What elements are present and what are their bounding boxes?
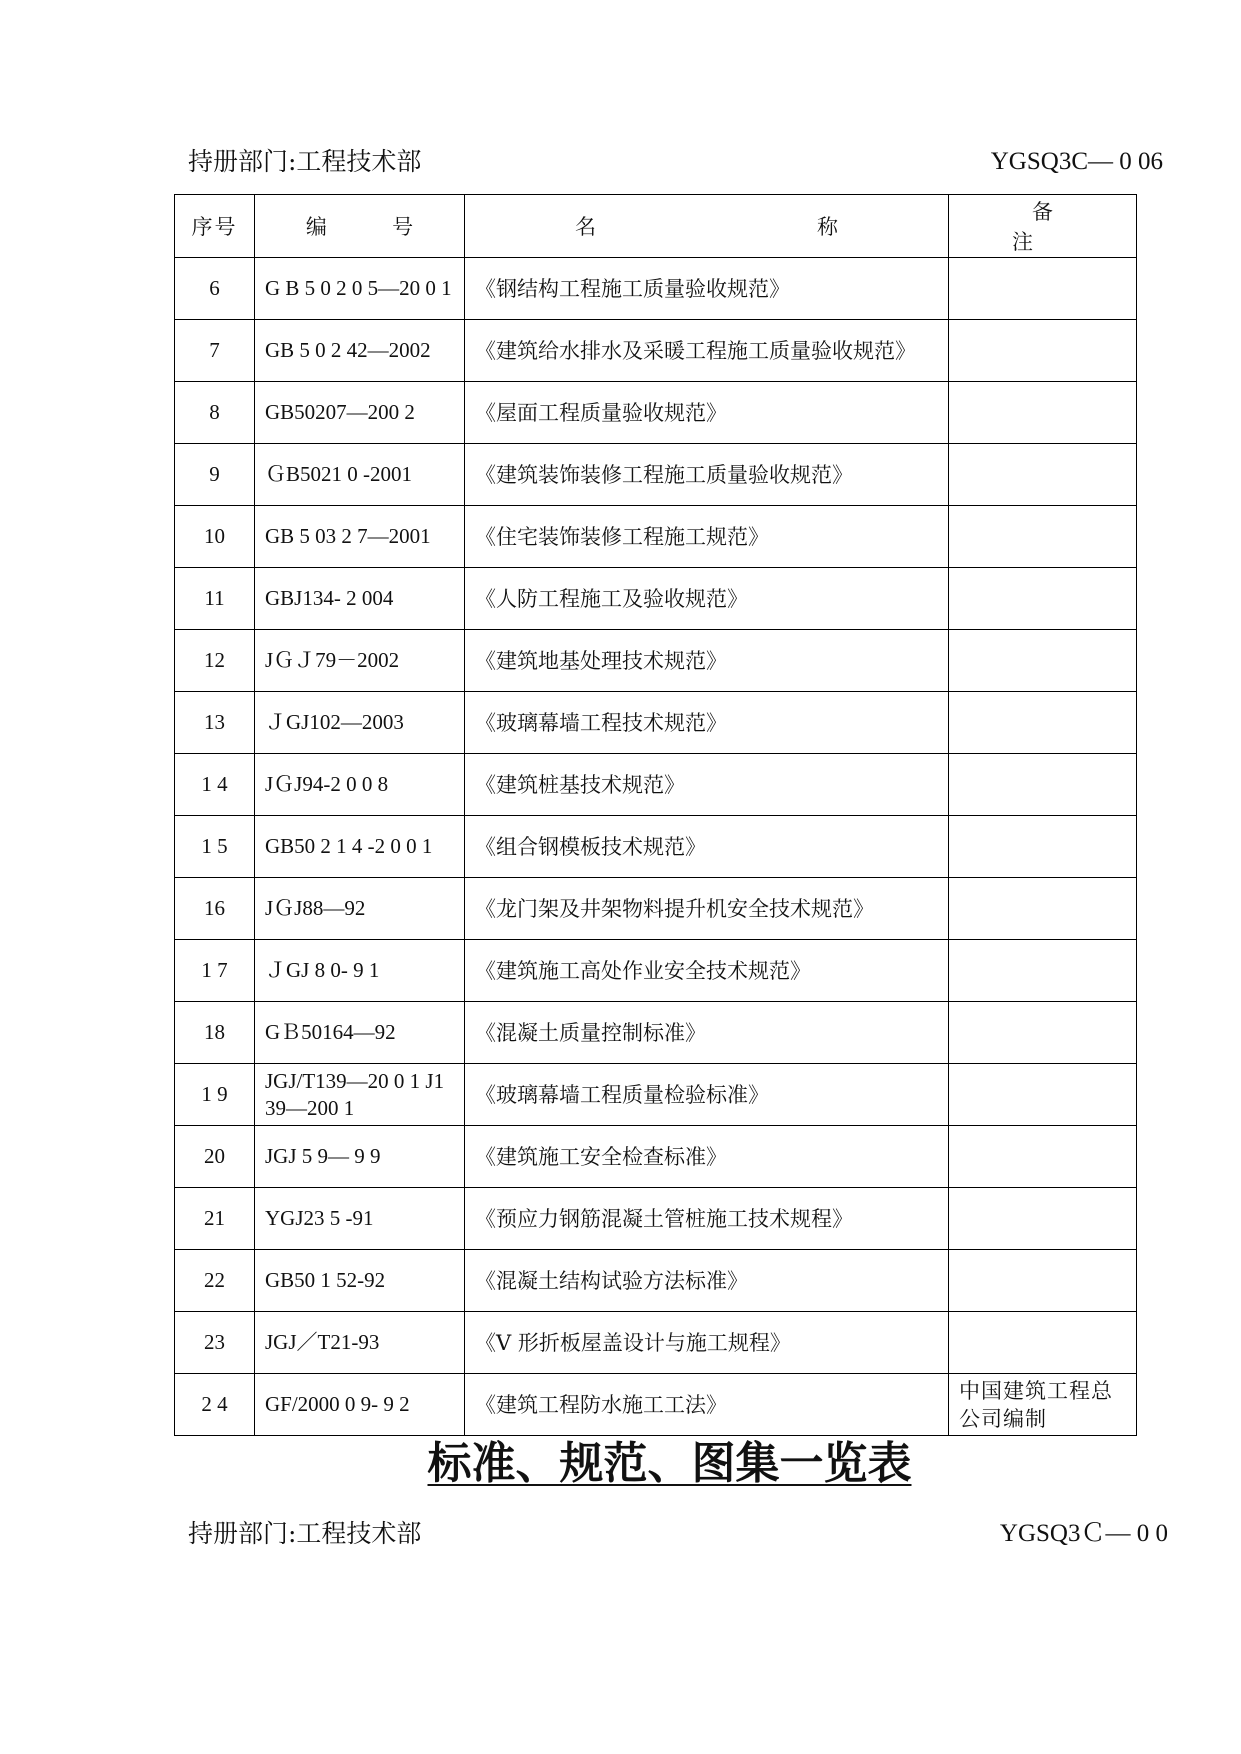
row-index: 22 [175, 1250, 255, 1312]
row-index: 1 4 [175, 754, 255, 816]
row-code: YGJ23 5 -91 [255, 1188, 465, 1250]
row-index: 20 [175, 1126, 255, 1188]
row-index: 1 9 [175, 1064, 255, 1126]
row-name: 《人防工程施工及验收规范》 [465, 568, 949, 630]
row-name: 《混凝土质量控制标准》 [465, 1002, 949, 1064]
row-note: 中国建筑工程总公司编制 [949, 1374, 1137, 1436]
row-note [949, 1250, 1137, 1312]
row-name: 《建筑给水排水及采暖工程施工质量验收规范》 [465, 320, 949, 382]
row-index: 8 [175, 382, 255, 444]
column-header-note: 备 注 [949, 195, 1137, 258]
row-note [949, 444, 1137, 506]
row-note [949, 1064, 1137, 1126]
row-index: 1 5 [175, 816, 255, 878]
table-row [175, 940, 1137, 1002]
row-note [949, 506, 1137, 568]
department-label: 持册部门:工程技术部 [188, 147, 422, 176]
table-row [175, 1126, 1137, 1188]
table-row [175, 754, 1137, 816]
row-code: GB50 1 52-92 [255, 1250, 465, 1312]
row-index: 7 [175, 320, 255, 382]
row-code: GB 5 03 2 7—2001 [255, 506, 465, 568]
row-code: JGJ／T21-93 [255, 1312, 465, 1374]
page-title-text: 标准、规范、图集一览表 [427, 1438, 912, 1489]
row-name: 《混凝土结构试验方法标准》 [465, 1250, 949, 1312]
page-footer-header [188, 1514, 1168, 1554]
row-name: 《V 形折板屋盖设计与施工规程》 [465, 1312, 949, 1374]
table-row [175, 1188, 1137, 1250]
table-row [175, 1250, 1137, 1312]
column-header-index: 序号 [175, 195, 255, 258]
row-note [949, 320, 1137, 382]
row-index: 23 [175, 1312, 255, 1374]
document-code: YGSQ3Ｃ— 0 0 [999, 1520, 1168, 1547]
row-code: GB 5 0 2 42—2002 [255, 320, 465, 382]
row-note [949, 1188, 1137, 1250]
row-name: 《建筑施工安全检查标准》 [465, 1126, 949, 1188]
row-note [949, 630, 1137, 692]
row-index: 9 [175, 444, 255, 506]
row-code: G B 5 0 2 0 5—20 0 1 [255, 258, 465, 320]
row-code: JＧJ88—92 [255, 878, 465, 940]
row-name: 《建筑桩基技术规范》 [465, 754, 949, 816]
table-row [175, 382, 1137, 444]
row-code: GB50207—200 2 [255, 382, 465, 444]
row-name: 《玻璃幕墙工程质量检验标准》 [465, 1064, 949, 1126]
row-name: 《龙门架及井架物料提升机安全技术规范》 [465, 878, 949, 940]
row-index: 6 [175, 258, 255, 320]
column-header-code: 编 号 [255, 195, 465, 258]
row-code: JGJ/T139—20 0 1 J139—200 1 [255, 1064, 465, 1126]
row-name: 《玻璃幕墙工程技术规范》 [465, 692, 949, 754]
row-note [949, 258, 1137, 320]
row-name: 《建筑地基处理技术规范》 [465, 630, 949, 692]
row-note [949, 878, 1137, 940]
table-row [175, 1374, 1137, 1436]
row-index: 11 [175, 568, 255, 630]
row-index: 2 4 [175, 1374, 255, 1436]
row-index: 10 [175, 506, 255, 568]
row-name: 《建筑工程防水施工工法》 [465, 1374, 949, 1436]
row-name: 《建筑装饰装修工程施工质量验收规范》 [465, 444, 949, 506]
row-note [949, 692, 1137, 754]
row-index: 21 [175, 1188, 255, 1250]
row-name: 《屋面工程质量验收规范》 [465, 382, 949, 444]
row-index: 12 [175, 630, 255, 692]
row-code: ＧB5021 0 -2001 [255, 444, 465, 506]
page-header [188, 142, 1163, 182]
row-note [949, 940, 1137, 1002]
table-row [175, 878, 1137, 940]
table-row [175, 630, 1137, 692]
row-code: ＪGJ102—2003 [255, 692, 465, 754]
row-code: ＪGJ 8 0- 9 1 [255, 940, 465, 1002]
row-note [949, 568, 1137, 630]
row-code: GF/2000 0 9- 9 2 [255, 1374, 465, 1436]
row-code: JＧJ94-2 0 0 8 [255, 754, 465, 816]
table-body [175, 258, 1137, 1436]
row-code: JGJ 5 9— 9 9 [255, 1126, 465, 1188]
row-code: JＧＪ79－2002 [255, 630, 465, 692]
table-header-row [175, 195, 1137, 258]
table-row [175, 258, 1137, 320]
row-index: 1 7 [175, 940, 255, 1002]
row-name: 《预应力钢筋混凝土管桩施工技术规程》 [465, 1188, 949, 1250]
row-index: 16 [175, 878, 255, 940]
row-index: 18 [175, 1002, 255, 1064]
document-code: YGSQ3C— 0 06 [990, 148, 1163, 175]
row-note [949, 816, 1137, 878]
page-title [0, 1434, 1241, 1494]
table-row [175, 444, 1137, 506]
table-row [175, 1312, 1137, 1374]
table-row [175, 816, 1137, 878]
row-code: GＢ50164—92 [255, 1002, 465, 1064]
column-header-name: 名 称 [465, 195, 949, 258]
row-name: 《建筑施工高处作业安全技术规范》 [465, 940, 949, 1002]
row-note [949, 382, 1137, 444]
table-row [175, 506, 1137, 568]
table-row [175, 1064, 1137, 1126]
row-note [949, 1002, 1137, 1064]
row-note [949, 1312, 1137, 1374]
department-label: 持册部门:工程技术部 [188, 1519, 422, 1548]
row-note [949, 754, 1137, 816]
row-name: 《钢结构工程施工质量验收规范》 [465, 258, 949, 320]
row-index: 13 [175, 692, 255, 754]
table-row [175, 1002, 1137, 1064]
row-name: 《组合钢模板技术规范》 [465, 816, 949, 878]
row-name: 《住宅装饰装修工程施工规范》 [465, 506, 949, 568]
table-row [175, 568, 1137, 630]
row-code: GBJ134- 2 004 [255, 568, 465, 630]
row-code: GB50 2 1 4 -2 0 0 1 [255, 816, 465, 878]
standards-table [174, 194, 1137, 1436]
row-note [949, 1126, 1137, 1188]
table-row [175, 692, 1137, 754]
table-row [175, 320, 1137, 382]
